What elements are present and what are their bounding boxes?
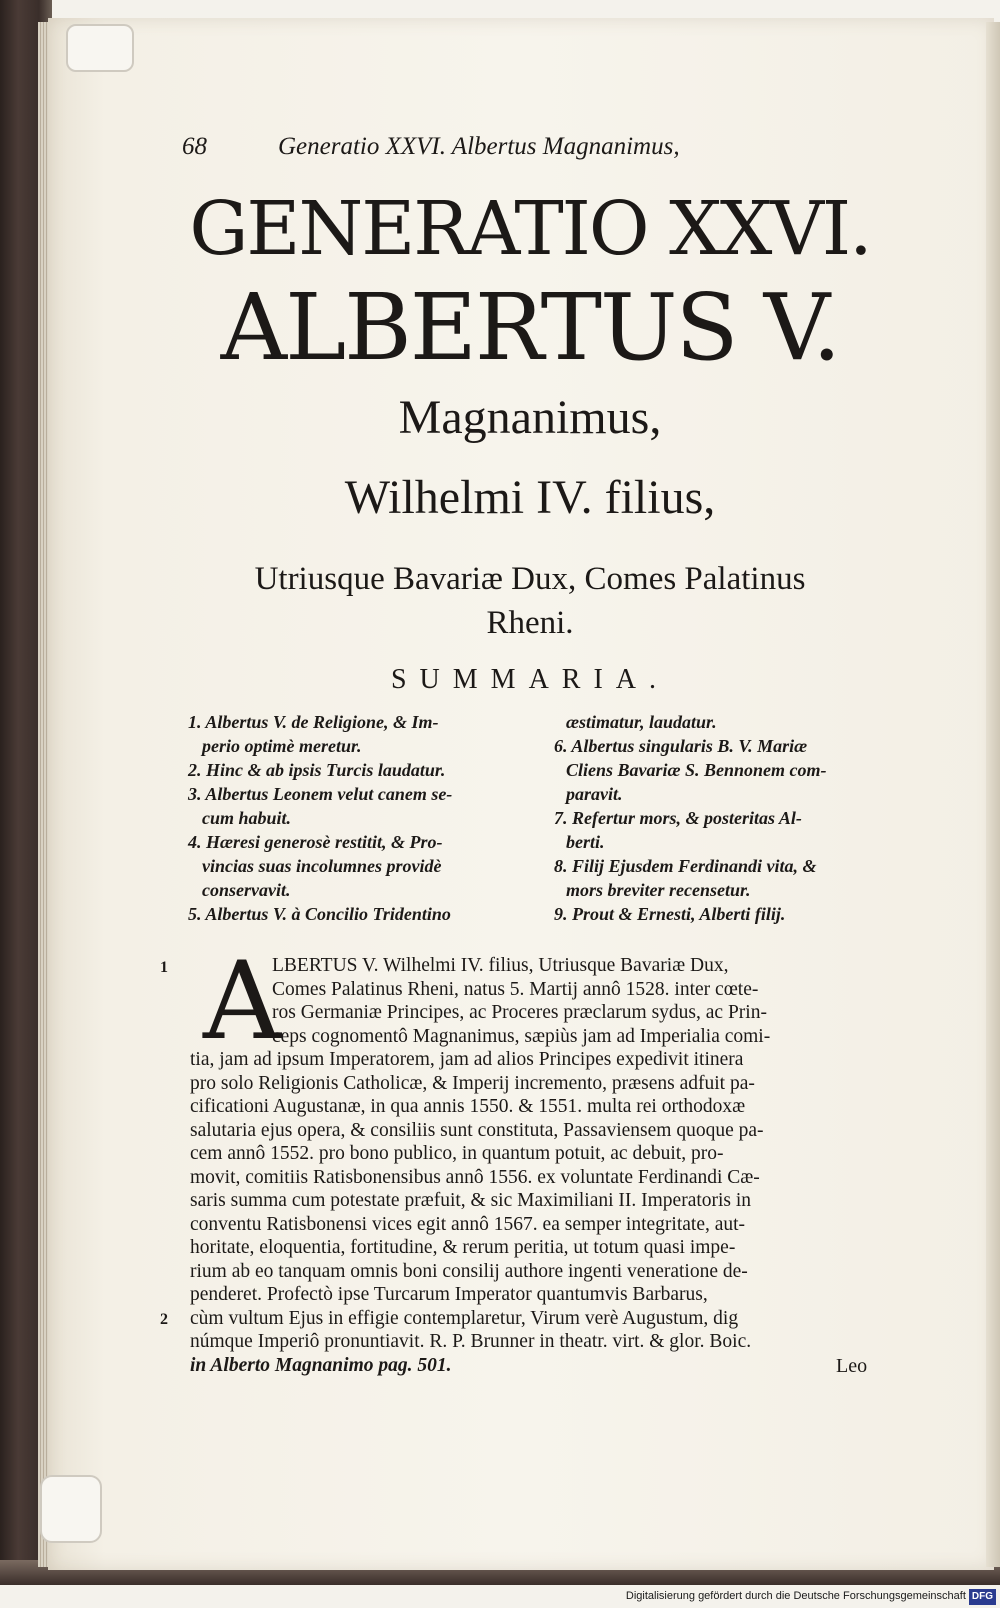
credit-text: Digitalisierung gefördert durch die Deutsche Forschungsgemeinschaft bbox=[625, 1590, 966, 1602]
body-line: cem annô 1552. pro bono publico, in quantum potuit, ac debuit, pro- bbox=[190, 1143, 724, 1164]
margin-note-number: 1 bbox=[160, 959, 168, 976]
title-dominion-cont: Rheni. bbox=[486, 605, 574, 641]
title-epithet: Magnanimus, bbox=[398, 391, 662, 444]
running-head-text: Generatio XXVI. Albertus Magnanimus, bbox=[278, 133, 680, 160]
summary-line: 1. Albertus V. de Religione, & Im- bbox=[188, 712, 439, 732]
body-line: tia, jam ad ipsum Imperatorem, jam ad alios Principes expedivit itinera bbox=[190, 1049, 744, 1070]
summary-line: 2. Hinc & ab ipsis Turcis laudatur. bbox=[188, 760, 446, 780]
summary-line: Cliens Bavariæ S. Bennonem com- bbox=[566, 760, 827, 780]
page-number: 68 bbox=[182, 133, 207, 160]
body-line: conventu Ratisbonensi vices egit annô 1567. ea semper integritate, aut- bbox=[190, 1213, 746, 1235]
body-line: salutaria ejus opera, & consiliis sunt constituta, Passaviensem quoque pa- bbox=[190, 1119, 764, 1141]
page-right-edge bbox=[986, 22, 1000, 1567]
summary-line: 9. Prout & Ernesti, Alberti filij. bbox=[554, 904, 786, 924]
body-line: cùm vultum Ejus in effigie contemplaretur, Virum verè Augustum, dig bbox=[190, 1307, 739, 1329]
catchword: Leo bbox=[836, 1355, 868, 1377]
page-tab-marker-bottom bbox=[40, 1475, 102, 1543]
drop-cap: A bbox=[203, 939, 281, 1064]
summary-line: mors breviter recensetur. bbox=[566, 880, 751, 900]
page-tab-marker-top bbox=[66, 24, 134, 72]
body-line: pro solo Religionis Catholicæ, & Imperij incremento, præsens adfuit pa- bbox=[190, 1072, 755, 1094]
summary-line: berti. bbox=[566, 832, 605, 852]
summary-line: vincias suas incolumnes providè bbox=[202, 856, 442, 876]
title-dominion: Utriusque Bavariæ Dux, Comes Palatinus bbox=[254, 561, 806, 597]
title-name: ALBERTUS V. bbox=[220, 274, 840, 381]
summary-line: perio optimè meretur. bbox=[202, 736, 362, 756]
digitization-credit bbox=[626, 1588, 996, 1605]
summary-line: 3. Albertus Leonem velut canem se- bbox=[188, 784, 453, 804]
body-line: rium ab eo tanquam omnis boni consilij authore ingenti veneratione de- bbox=[190, 1260, 748, 1282]
summary-line: conservavit. bbox=[202, 880, 291, 900]
summaria-left-column bbox=[188, 710, 538, 926]
summary-line: 4. Hæresi generosè restitit, & Pro- bbox=[188, 832, 443, 852]
body-line: Comes Palatinus Rheni, natus 5. Martij annô 1528. inter cœte- bbox=[272, 978, 759, 1000]
body-paragraph bbox=[190, 939, 890, 1377]
title-generatio: GENERATIO XXVI. bbox=[189, 186, 871, 272]
summary-line: cum habuit. bbox=[202, 808, 292, 828]
summary-line: 7. Refertur mors, & posteritas Al- bbox=[554, 808, 802, 828]
body-line: LBERTUS V. Wilhelmi IV. filius, Utriusque Bavariæ Dux, bbox=[272, 955, 729, 976]
body-line: ceps cognomentô Magnanimus, sæpiùs jam ad Imperialia comi- bbox=[272, 1025, 771, 1047]
body-line: ros Germaniæ Principes, ac Proceres præclarum sydus, ac Prin- bbox=[272, 1002, 767, 1023]
body-line: saris summa cum potestate præfuit, & sic Maximiliani II. Imperatoris in bbox=[190, 1190, 752, 1211]
summary-line: paravit. bbox=[566, 784, 623, 804]
summaria-heading: SUMMARIA. bbox=[390, 664, 670, 695]
body-line: movit, comitiis Ratisbonensibus annô 1556. ex voluntate Ferdinandi Cæ- bbox=[190, 1166, 760, 1188]
summaria-right-column bbox=[554, 710, 894, 926]
body-line: penderet. Profectò ipse Turcarum Imperator quantumvis Barbarus, bbox=[190, 1284, 708, 1305]
dfg-logo: DFG bbox=[969, 1589, 996, 1605]
body-line: númque Imperiô pronuntiavit. R. P. Brunner in theatr. virt. & glor. Boic. bbox=[190, 1331, 752, 1352]
title-lineage: Wilhelmi IV. filius, bbox=[344, 471, 716, 524]
summary-line: 6. Albertus singularis B. V. Mariæ bbox=[554, 736, 808, 756]
margin-note-number: 2 bbox=[160, 1311, 168, 1328]
summary-line: 8. Filij Ejusdem Ferdinandi vita, & bbox=[554, 856, 817, 876]
summary-line: 5. Albertus V. à Concilio Tridentino bbox=[188, 904, 451, 924]
running-head bbox=[182, 132, 822, 162]
summary-line: æstimatur, laudatur. bbox=[566, 712, 717, 732]
body-line: cificationi Augustanæ, in qua annis 1550. & 1551. multa rei orthodoxæ bbox=[190, 1096, 746, 1117]
body-line: in Alberto Magnanimo pag. 501. bbox=[190, 1354, 452, 1376]
body-line: horitate, eloquentia, fortitudine, & rerum peritia, ut totum quasi impe- bbox=[190, 1237, 736, 1258]
